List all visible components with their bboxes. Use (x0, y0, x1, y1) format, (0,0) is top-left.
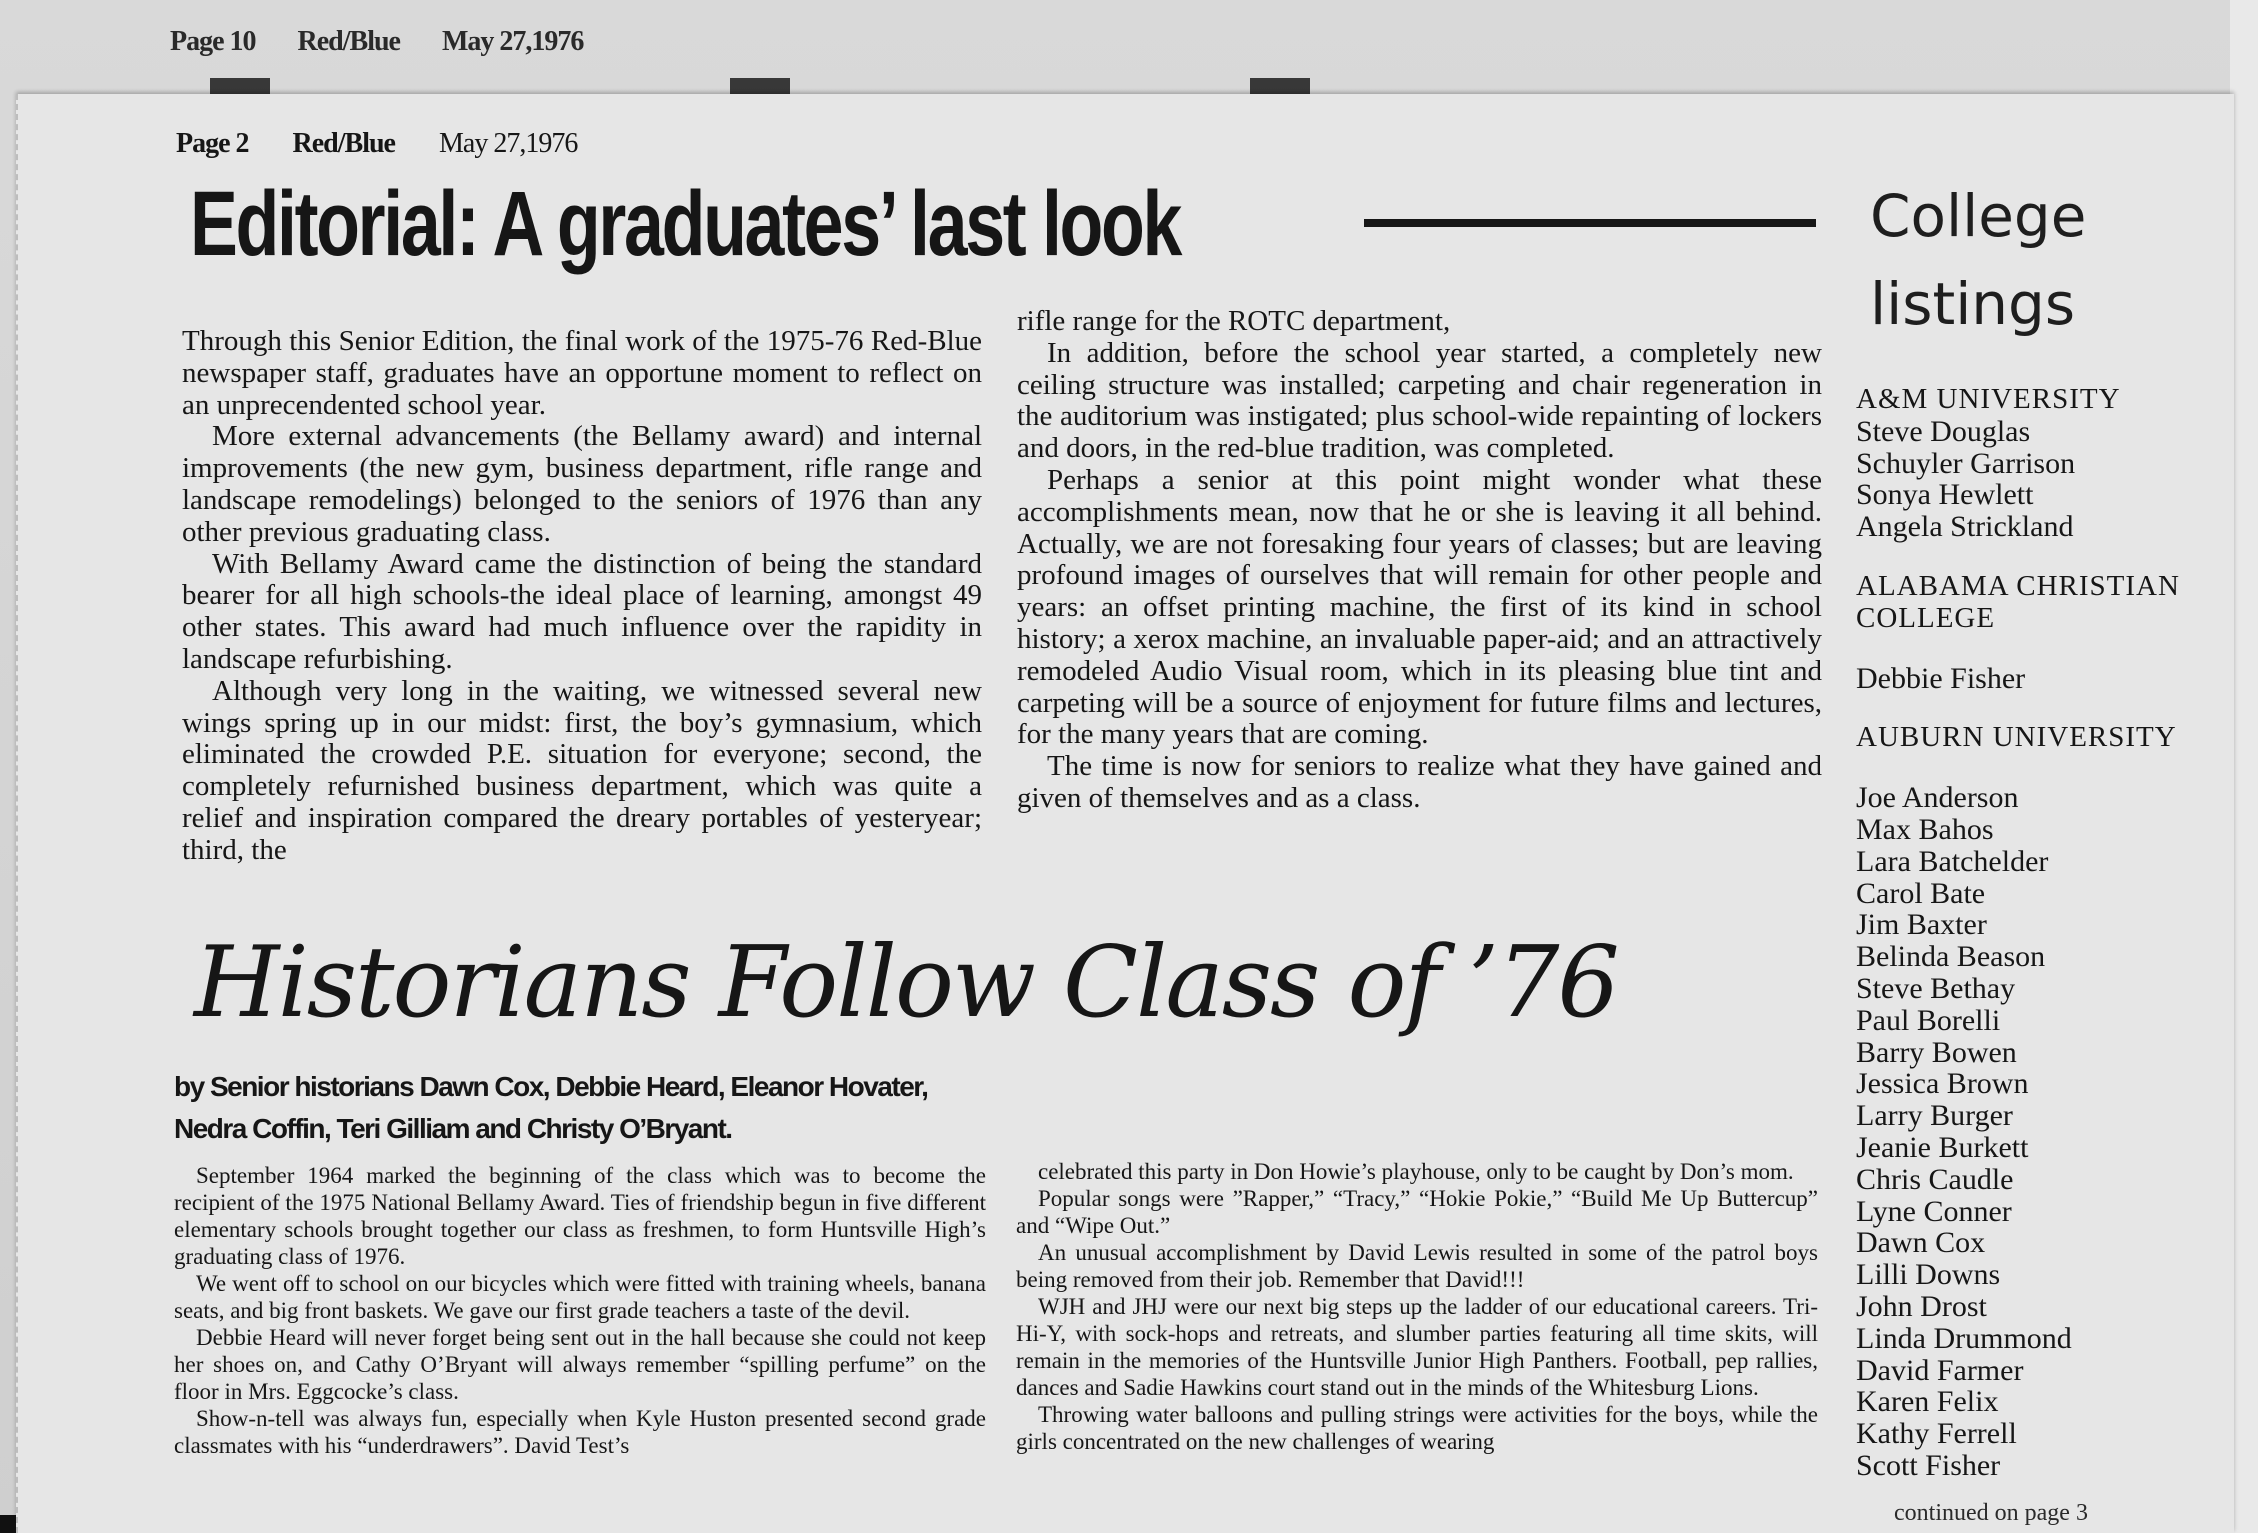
paragraph: In addition, before the school year started, a completely new ceiling structure was installed; carpeting and chair regeneration in the auditorium was instigated; plus school-wide repainting of lockers and doors, in the red-blue tradition, was completed. (1017, 336, 1822, 465)
student-name: Sonya Hewlett (1856, 478, 2034, 512)
spacer (1856, 694, 2246, 722)
paragraph: Throwing water balloons and pulling strings were activities for the boys, while the girls concentrated on the new challenges of wearing (1016, 1402, 1818, 1454)
paragraph: An unusual accomplishment by David Lewis resulted in some of the patrol boys being removed from their job. Remember that David!!! (1016, 1240, 1818, 1292)
listings-title-line-1: College (1870, 182, 2087, 250)
student-name: Scott Fisher (1856, 1448, 2001, 1482)
school-name: ALABAMA CHRISTIAN COLLEGE (1856, 569, 2180, 634)
student-name: Max Bahos (1856, 812, 1994, 846)
student-name: Lyne Conner (1856, 1194, 2012, 1228)
paragraph: The time is now for seniors to realize what they have gained and given of themselves and as a class. (1017, 750, 1822, 814)
historians-column-1 (174, 1162, 986, 1459)
spacer (1856, 635, 2246, 663)
school-name: A&M UNIVERSITY (1856, 383, 2121, 415)
back-paper-name: Red/Blue (297, 26, 400, 57)
paragraph: More external advancements (the Bellamy award) and internal improvements (the new gym, business department, rifle range and landscape remodelings) belonged to the seniors of 1976 than any other previous graduating class. (182, 420, 982, 548)
paper-name: Red/Blue (292, 128, 395, 159)
page-number: Page 2 (176, 128, 249, 159)
student-name: Kathy Ferrell (1856, 1417, 2017, 1451)
school-name: AUBURN UNIVERSITY (1856, 721, 2177, 754)
paragraph: Show-n-tell was always fun, especially when Kyle Huston presented second grade classmates with his “underdrawers”. David Test’s (174, 1406, 986, 1458)
paragraph: Perhaps a senior at this point might wonder what these accomplishments mean, now that he or she is leaving it all behind. Actually, we are not foresaking four years of classes; but are leaving profound images of ourselves that will remain for other people and years: an offset printing machine, the first of its kind in school history; a xerox machine, an invaluable paper-aid; and an attractively remodeled Audio Visual room, which in its pleasing blue tint and carpeting will be a source of enjoyment for future films and lectures, for the many years that are coming. (1017, 463, 1822, 751)
paragraph: Popular songs were ”Rapper,” “Tracy,” “Hokie Pokie,” “Build Me Up Buttercup” and “Wipe Out.” (1016, 1186, 1818, 1238)
spacer (1856, 543, 2246, 571)
student-name: Larry Burger (1856, 1099, 2013, 1133)
historians-headline: Historians Follow Class of ’76 (194, 926, 1618, 1040)
paragraph: We went off to school on our bicycles which were fitted with training wheels, banana seats, and big front baskets. We gave our first grade teachers a taste of the devil. (174, 1271, 986, 1323)
student-name: Jim Baxter (1856, 908, 1987, 942)
page-header (176, 128, 615, 160)
historians-column-2 (1016, 1158, 1818, 1455)
headline-rule (1364, 219, 1816, 227)
front-newspaper-page (16, 94, 2234, 1533)
editorial-column-1 (182, 326, 982, 867)
student-name: Carol Bate (1856, 876, 1986, 910)
back-page-header (170, 26, 619, 58)
paragraph: WJH and JHJ were our next big steps up the ladder of our educational careers. Tri-Hi-Y, with sock-hops and retreats, and slumber parties featuring all time skits, will remain in the memories of the Huntsville Junior High Panthers. Football, pep rallies, dances and Sadie Hawkins court stand out in the minds of the Whitesburg Lions. (1016, 1294, 1818, 1400)
page-edge-mark (0, 1515, 16, 1533)
continued-note: continued on page 3 (1894, 1500, 2088, 1526)
student-name: Jeanie Burkett (1856, 1130, 2029, 1164)
student-name: Dawn Cox (1856, 1226, 1986, 1260)
page-date: May 27,1976 (439, 128, 578, 159)
student-name: Steve Bethay (1856, 971, 2016, 1005)
college-listings-title (1870, 172, 2086, 348)
college-listings (1856, 384, 2246, 1482)
student-name: Karen Felix (1856, 1385, 1999, 1419)
spacer (1856, 754, 2246, 782)
student-name: Debbie Fisher (1856, 661, 2026, 695)
student-name: Jessica Brown (1856, 1067, 2029, 1101)
student-name: Barry Bowen (1856, 1035, 2017, 1069)
paragraph: September 1964 marked the beginning of the class which was to become the recipient of the 1975 National Bellamy Award. Ties of friendship begun in five different elementary schools brought together our class as freshmen, to form Huntsville High’s graduating class of 1976. (174, 1163, 986, 1269)
student-name: Schuyler Garrison (1856, 446, 2076, 480)
paragraph: celebrated this party in Don Howie’s playhouse, only to be caught by Don’s mom. (1038, 1159, 1794, 1184)
student-name: Chris Caudle (1856, 1162, 2014, 1196)
student-name: Linda Drummond (1856, 1321, 2072, 1355)
student-name: David Farmer (1856, 1353, 2024, 1387)
paragraph: With Bellamy Award came the distinction of being the standard bearer for all high schools-the ideal place of learning, amongst 49 other states. This award had much influence over the rapidity in landscape refurbishing. (182, 547, 982, 675)
student-name: Belinda Beason (1856, 940, 2046, 974)
back-page-date: May 27,1976 (442, 26, 584, 57)
byline: by Senior historians Dawn Cox, Debbie Heard, Eleanor Hovater, Nedra Coffin, Teri Gilliam and Christy O’Bryant. (174, 1071, 928, 1144)
paragraph: Although very long in the waiting, we witnessed several new wings spring up in our midst: first, the boy’s gymnasium, which eliminated the crowded P.E. situation for everyone; second, the completely refurnished business department, which was quite a relief and inspiration compared the dreary portables of yesteryear; third, the (182, 674, 982, 866)
editorial-headline: Editorial: A graduates’ last look (190, 173, 1181, 275)
paragraph: Through this Senior Edition, the final work of the 1975-76 Red-Blue newspaper staff, graduates have an opportune moment to reflect on an unprecendented school year. (182, 325, 982, 421)
paragraph: Debbie Heard will never forget being sent out in the hall because she could not keep her shoes on, and Cathy O’Bryant will always remember “spilling perfume” on the floor in Mrs. Eggcocke’s class. (174, 1325, 986, 1404)
student-name: Paul Borelli (1856, 1003, 2001, 1037)
student-name: John Drost (1856, 1289, 1987, 1323)
student-name: Steve Douglas (1856, 414, 2031, 448)
editorial-column-2 (1017, 306, 1822, 815)
student-name: Lara Batchelder (1856, 844, 2049, 878)
paragraph: rifle range for the ROTC department, (1017, 305, 1451, 337)
student-name: Angela Strickland (1856, 510, 2074, 544)
student-name: Joe Anderson (1856, 781, 2019, 815)
back-page-number: Page 10 (170, 26, 256, 57)
student-name: Lilli Downs (1856, 1258, 2001, 1292)
listings-title-line-2: listings (1870, 270, 2076, 338)
